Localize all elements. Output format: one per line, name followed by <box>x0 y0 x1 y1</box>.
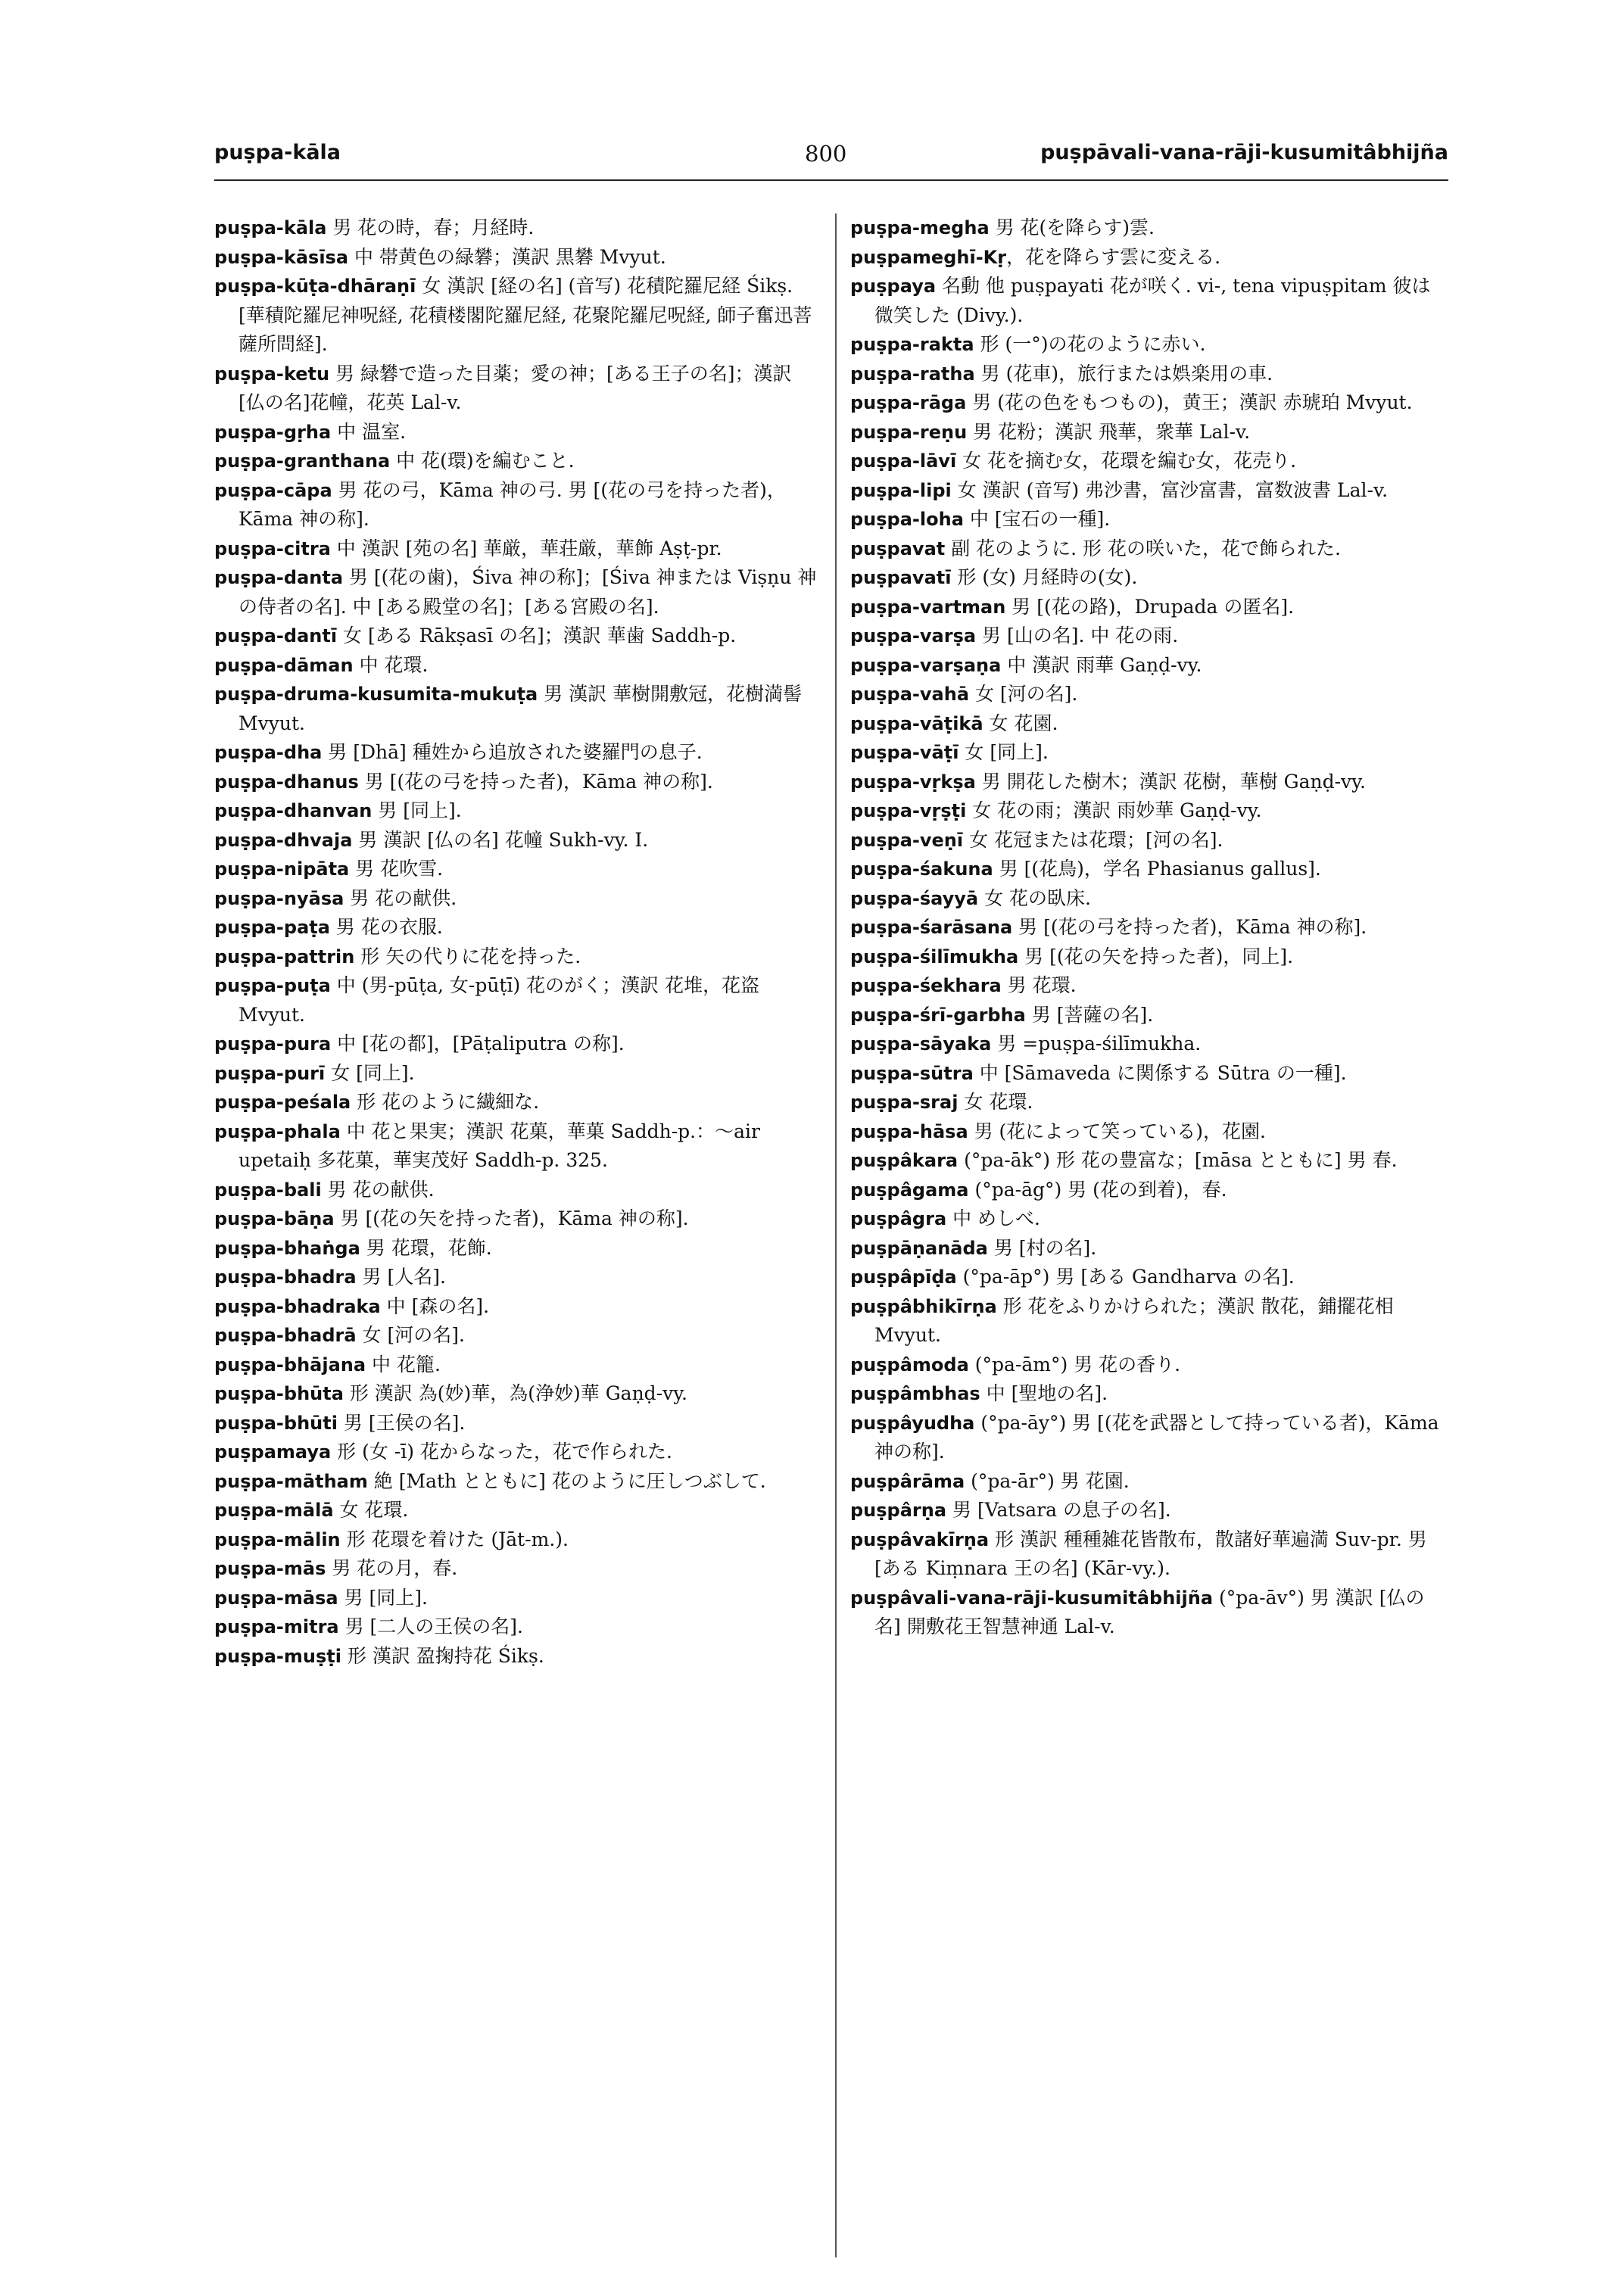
dictionary-entry <box>214 913 820 942</box>
entry-definition: 男 花環. <box>1001 974 1077 996</box>
entry-headword: puṣpa-sāyaka <box>850 1033 992 1055</box>
entry-headword: puṣpa-varṣaṇa <box>850 654 1002 676</box>
entry-definition: (°pa-āv°) 男 漢訳 [仏の名] 開敷花王智慧神通 Lal-v. <box>874 1586 1425 1637</box>
dictionary-entry <box>850 447 1448 476</box>
dictionary-entry <box>850 1351 1448 1380</box>
dictionary-entry <box>214 826 820 855</box>
entry-definition: 中 帯黄色の緑礬；漢訳 黒礬 Mvyut. <box>348 245 666 268</box>
dictionary-entry <box>214 563 820 622</box>
entry-definition: 男 緑礬で造った目薬；愛の神；[ある王子の名]；漢訳 [仏の名]花幢，花英 Lal-v. <box>238 362 792 413</box>
entry-definition: 女 [同上]. <box>959 741 1049 763</box>
dictionary-entry <box>850 884 1448 914</box>
entry-headword: puṣpa-lipi <box>850 479 952 501</box>
entry-headword: puṣpamaya <box>214 1441 332 1463</box>
entry-definition: 形 漢訳 種種雑花皆散布，散諸好華遍満 Suv-pr. 男 [ある Kiṃnara 王の名] (Kār-vy.). <box>874 1528 1427 1579</box>
entry-definition: 女 花の雨；漢訳 雨妙華 Gaṇḍ-vy. <box>966 799 1262 821</box>
entry-definition: 女 花園. <box>983 712 1058 734</box>
dictionary-entry <box>214 1612 820 1642</box>
entry-headword: puṣpāṇanāda <box>850 1237 988 1259</box>
entry-headword: puṣpa-bali <box>214 1179 322 1201</box>
entry-headword: puṣpa-sraj <box>850 1092 959 1113</box>
dictionary-entry <box>214 1234 820 1263</box>
entry-definition: 中 漢訳 [苑の名] 華厳，華荘厳，華飾 Aṣṭ-pr. <box>330 537 722 559</box>
entry-headword: puṣpameghī-Kṛ <box>850 246 1007 268</box>
entry-headword: puṣpa-dhvaja <box>214 829 353 851</box>
dictionary-entry <box>850 1263 1448 1292</box>
entry-headword: puṣpa-rāga <box>850 392 967 413</box>
entry-definition: 形 (女) 月経時の(女). <box>951 566 1138 588</box>
dictionary-entry <box>214 1088 820 1117</box>
entry-definition: 男 花粉；漢訳 飛華，衆華 Lal-v. <box>967 420 1251 443</box>
entry-definition: 男 [(花の路)，Drupada の匿名]. <box>1005 595 1295 618</box>
entry-definition: 中 花籠. <box>366 1353 441 1375</box>
header-rule <box>214 179 1448 181</box>
entry-definition: 中 花と果実；漢訳 花菓，華菓 Saddh-p.：～air upetaiḥ 多花菓，華実茂好 Saddh-p. 325. <box>238 1120 760 1171</box>
entry-definition: 男 花吹雪. <box>349 858 444 880</box>
entry-definition: 形 花をふりかけられた；漢訳 散花，鋪擺花相 Mvyut. <box>874 1294 1394 1346</box>
entry-definition: (°pa-āy°) 男 [(花を武器として持っている者)，Kāma 神の称]. <box>874 1411 1439 1463</box>
dictionary-entry <box>850 476 1448 506</box>
entry-definition: 女 [同上]. <box>325 1061 415 1084</box>
dictionary-entry <box>214 272 820 360</box>
entry-headword: puṣpa-veṇī <box>850 829 964 851</box>
entry-headword: puṣpa-danta <box>214 567 344 588</box>
right-column <box>850 213 1448 1642</box>
entry-definition: (°pa-āk°) 形 花の豊富な；[māsa とともに] 男 春. <box>958 1149 1398 1171</box>
dictionary-entry <box>214 360 820 418</box>
entry-headword: puṣpa-śekhara <box>850 975 1002 996</box>
entry-definition: 男 [村の名]. <box>987 1236 1097 1259</box>
dictionary-entry <box>850 738 1448 768</box>
entry-headword: puṣpa-purī <box>214 1062 326 1084</box>
dictionary-entry <box>850 330 1448 360</box>
header-right-guide-word: puṣpāvali-vana-rāji-kusumitâbhijña <box>1040 141 1448 164</box>
dictionary-entry <box>214 1204 820 1234</box>
entry-headword: puṣpâpīḍa <box>850 1266 957 1288</box>
entry-headword: puṣpa-kāla <box>214 217 327 238</box>
entry-definition: 中 めしべ. <box>946 1207 1040 1229</box>
dictionary-entry <box>850 1496 1448 1525</box>
entry-definition: 中 [聖地の名]. <box>980 1382 1108 1404</box>
entry-headword: puṣpa-kāsīsa <box>214 246 349 268</box>
entry-headword: puṣpâvakīrṇa <box>850 1528 990 1550</box>
entry-definition: 男 [菩薩の名]. <box>1025 1003 1154 1026</box>
entry-headword: puṣpa-bhadra <box>214 1266 357 1288</box>
entry-definition: 女 花を摘む女，花環を編む女，花売り. <box>956 450 1297 472</box>
entry-headword: puṣpa-vartman <box>850 596 1006 618</box>
dictionary-entry <box>850 243 1448 273</box>
dictionary-entry <box>850 651 1448 681</box>
dictionary-entry <box>850 855 1448 884</box>
dictionary-entry <box>850 593 1448 622</box>
entry-headword: puṣpa-śilīmukha <box>850 946 1019 967</box>
entry-headword: puṣpâgama <box>850 1179 969 1201</box>
entry-definition: 形 (一°)の花のように赤い. <box>974 333 1206 355</box>
dictionary-entry <box>214 1176 820 1205</box>
dictionary-entry <box>850 1176 1448 1205</box>
dictionary-entry <box>214 1584 820 1613</box>
entry-definition: 中 温室. <box>331 420 407 443</box>
entry-headword: puṣpa-śarāsana <box>850 917 1013 938</box>
entry-headword: puṣpa-śakuna <box>850 858 993 880</box>
entry-headword: puṣpâbhikīrṇa <box>850 1295 997 1317</box>
entry-definition: 男 花の衣服. <box>329 916 443 938</box>
entry-headword: puṣpa-bhājana <box>214 1354 366 1375</box>
entry-definition: 名動 他 puṣpayati 花が咲く. vi-, tena vipuṣpitam 彼は微笑した (Divy.). <box>874 275 1431 326</box>
entry-headword: puṣpârṇa <box>850 1500 947 1521</box>
entry-headword: puṣpa-megha <box>850 217 990 238</box>
entry-headword: puṣpâmoda <box>850 1354 969 1375</box>
entry-definition: 男 [(花の弓を持った者)，Kāma 神の称]. <box>358 770 713 793</box>
dictionary-entry <box>214 1263 820 1292</box>
entry-headword: puṣpa-druma-kusumita-mukuṭa <box>214 684 538 705</box>
entry-definition: 絶 [Math とともに] 花のように圧しつぶして. <box>367 1469 766 1492</box>
dictionary-entry <box>214 680 820 738</box>
dictionary-entry <box>850 826 1448 855</box>
page-number: 800 <box>805 141 847 167</box>
dictionary-entry <box>214 1409 820 1438</box>
entry-headword: puṣpavat <box>850 537 946 559</box>
entry-definition: 男 花の弓，Kāma 神の弓. 男 [(花の弓を持った者)，Kāma 神の称]. <box>238 478 786 530</box>
dictionary-entry <box>214 1030 820 1059</box>
column-divider <box>835 213 837 2257</box>
entry-headword: puṣpa-kūṭa-dhāraṇī <box>214 276 416 297</box>
entry-definition: 男 [(花鳥)，学名 Phasianus gallus]. <box>993 858 1321 880</box>
entry-definition: 男 [王侯の名]. <box>337 1411 466 1434</box>
left-column <box>214 213 820 1671</box>
dictionary-entry <box>850 1001 1448 1030</box>
entry-definition: 男 花の献供. <box>321 1178 435 1201</box>
entry-definition: 男 [(花の弓を持った者)，Kāma 神の称]. <box>1012 916 1367 938</box>
entry-headword: puṣpa-dhanus <box>214 771 359 793</box>
entry-headword: puṣpa-granthana <box>214 450 391 472</box>
dictionary-entry <box>214 1059 820 1089</box>
entry-headword: puṣpa-bāṇa <box>214 1208 335 1229</box>
entry-definition: 中 花環. <box>353 653 429 676</box>
entry-definition: ，花を降らす雲に変える. <box>1006 245 1221 268</box>
dictionary-entry <box>214 942 820 972</box>
entry-definition: 女 花環. <box>333 1499 409 1521</box>
entry-headword: puṣpa-citra <box>214 537 331 559</box>
dictionary-entry <box>850 388 1448 418</box>
entry-headword: puṣpa-dantī <box>214 625 338 646</box>
entry-definition: 副 花のように. 形 花の咲いた，花で飾られた. <box>945 537 1341 559</box>
entry-definition: 男 花の献供. <box>344 886 457 909</box>
dictionary-entry <box>214 243 820 273</box>
entry-headword: puṣpa-dha <box>214 742 323 763</box>
dictionary-entry <box>850 1059 1448 1089</box>
entry-definition: 男 開花した樹木；漢訳 花樹，華樹 Gaṇḍ-vy. <box>975 770 1366 793</box>
entry-definition: 女 花冠または花環；[河の名]. <box>963 828 1223 851</box>
dictionary-entry <box>214 1496 820 1525</box>
entry-headword: puṣpa-ketu <box>214 363 330 385</box>
entry-definition: 男 [同上]. <box>372 799 462 821</box>
dictionary-entry <box>850 1525 1448 1584</box>
entry-headword: puṣpa-lāvī <box>850 450 957 472</box>
dictionary-entry <box>850 418 1448 447</box>
entry-headword: puṣpa-vahā <box>850 684 970 705</box>
entry-definition: 形 矢の代りに花を持った. <box>354 945 581 967</box>
entry-headword: puṣpa-śayyā <box>850 887 979 909</box>
dictionary-entry <box>214 1525 820 1555</box>
entry-headword: puṣpa-nipāta <box>214 858 350 880</box>
entry-definition: 中 [森の名]. <box>380 1294 490 1317</box>
entry-headword: puṣpa-mitra <box>214 1616 339 1637</box>
dictionary-entry <box>214 1554 820 1584</box>
entry-definition: 形 漢訳 盈掬持花 Śikṣ. <box>341 1644 544 1667</box>
entry-headword: puṣpa-hāsa <box>850 1120 968 1142</box>
dictionary-entry <box>850 768 1448 797</box>
dictionary-entry <box>214 1117 820 1176</box>
entry-definition: (°pa-ār°) 男 花園. <box>965 1469 1130 1492</box>
dictionary-entry <box>214 476 820 534</box>
dictionary-entry <box>214 738 820 768</box>
entry-headword: puṣpa-mās <box>214 1558 326 1579</box>
dictionary-entry <box>214 1642 820 1671</box>
entry-headword: puṣpa-ratha <box>850 363 975 385</box>
dictionary-entry <box>850 680 1448 709</box>
dictionary-entry <box>850 796 1448 826</box>
entry-definition: 男 [(花の矢を持った者)，同上]. <box>1018 945 1294 967</box>
dictionary-entry <box>850 1292 1448 1351</box>
dictionary-entry <box>214 1292 820 1322</box>
dictionary-entry <box>850 1467 1448 1497</box>
entry-definition: 男 (花車)，旅行または娯楽用の車. <box>974 362 1273 385</box>
entry-headword: puṣpa-bhadrā <box>214 1325 357 1346</box>
dictionary-entry <box>214 971 820 1030</box>
entry-definition: 男 花の月，春. <box>326 1557 458 1579</box>
entry-headword: puṣpaya <box>850 276 937 297</box>
entry-definition: 中 [Sāmaveda に関係する Sūtra の一種]. <box>973 1061 1347 1084</box>
entry-definition: 女 漢訳 (音写) 弗沙書，富沙富書，富数波書 Lal-v. <box>951 478 1389 501</box>
entry-definition: 形 花環を着けた (Jāt-m.). <box>340 1528 569 1550</box>
entry-definition: 中 花(環)を編むこと. <box>390 450 575 472</box>
entry-headword: puṣpa-bhūta <box>214 1383 344 1404</box>
entry-headword: puṣpa-paṭa <box>214 917 330 938</box>
dictionary-entry <box>214 884 820 914</box>
entry-headword: puṣpâvali-vana-rāji-kusumitâbhijña <box>850 1587 1214 1609</box>
entry-headword: puṣpa-vṛkṣa <box>850 771 976 793</box>
dictionary-entry <box>850 1379 1448 1409</box>
entry-headword: puṣpa-bhadraka <box>214 1295 381 1317</box>
entry-headword: puṣpa-dhanvan <box>214 800 372 821</box>
dictionary-entry <box>850 709 1448 739</box>
entry-definition: (°pa-ām°) 男 花の香り. <box>968 1353 1181 1375</box>
entry-definition: 男 [Dhā] 種姓から追放された婆羅門の息子. <box>322 741 703 763</box>
dictionary-entry <box>850 1088 1448 1117</box>
entry-headword: puṣpa-mālā <box>214 1500 334 1521</box>
entry-definition: (°pa-āp°) 男 [ある Gandharva の名]. <box>956 1266 1295 1288</box>
entry-headword: puṣpa-varṣa <box>850 625 977 646</box>
entry-definition: 男 [(花の矢を持った者)，Kāma 神の称]. <box>334 1207 689 1229</box>
dictionary-entry <box>850 971 1448 1001</box>
entry-headword: puṣpa-vāṭikā <box>850 712 983 734</box>
entry-definition: 形 漢訳 為(妙)華，為(浄妙)華 Gaṇḍ-vy. <box>343 1382 688 1404</box>
entry-headword: puṣpa-rakta <box>850 334 974 355</box>
entry-headword: puṣpa-mātham <box>214 1470 368 1492</box>
entry-definition: 男 [二人の王侯の名]. <box>338 1615 523 1637</box>
dictionary-entry <box>214 534 820 564</box>
dictionary-entry <box>850 942 1448 972</box>
entry-definition: 女 花環. <box>958 1091 1033 1113</box>
entry-definition: 中 [花の都]，[Pāṭaliputra の称]. <box>331 1033 625 1055</box>
entry-headword: puṣpa-nyāsa <box>214 887 344 909</box>
entry-headword: puṣpa-loha <box>850 509 964 530</box>
entry-definition: 男 [(花の歯)，Śiva 神の称]；[Śiva 神または Viṣṇu 神の侍者の名]. 中 [ある殿堂の名]；[ある宮殿の名]. <box>238 566 817 618</box>
dictionary-entry <box>214 447 820 476</box>
entry-headword: puṣpa-phala <box>214 1120 341 1142</box>
dictionary-entry <box>214 1351 820 1380</box>
dictionary-entry <box>850 1584 1448 1642</box>
dictionary-entry <box>214 1321 820 1351</box>
entry-definition: 男 花環，花飾. <box>360 1236 492 1259</box>
dictionary-entry <box>214 1379 820 1409</box>
entry-definition: 男 花の時，春；月経時. <box>326 217 535 238</box>
entry-headword: puṣpa-śrī-garbha <box>850 1004 1026 1026</box>
entry-definition: 中 [宝石の一種]. <box>963 508 1111 530</box>
dictionary-entry <box>850 1234 1448 1263</box>
dictionary-entry <box>850 360 1448 389</box>
entry-headword: puṣpa-vṛṣṭi <box>850 800 967 821</box>
entry-definition: 女 [河の名]. <box>969 683 1078 705</box>
dictionary-entry <box>850 213 1448 243</box>
entry-definition: 中 (男-pūṭa, 女-pūṭī) 花のがく；漢訳 花堆，花盗 Mvyut. <box>238 974 760 1026</box>
entry-headword: puṣpa-pattrin <box>214 946 355 967</box>
dictionary-entry <box>214 213 820 243</box>
entry-headword: puṣpa-reṇu <box>850 421 968 443</box>
dictionary-entry <box>850 913 1448 942</box>
entry-definition: 男 花(を降らす)雲. <box>989 217 1155 238</box>
entry-definition: 男 [人名]. <box>356 1266 446 1288</box>
entry-definition: 女 漢訳 [経の名] (音写) 花積陀羅尼経 Śikṣ. [華積陀羅尼神呪経, 花積楼閣陀羅尼経, 花聚陀羅尼呪経, 師子奮迅菩薩所問経]. <box>238 275 812 355</box>
dictionary-entry <box>850 1030 1448 1059</box>
page-header <box>214 141 1448 179</box>
entry-headword: puṣpa-puṭa <box>214 975 331 996</box>
entry-headword: puṣpâkara <box>850 1150 959 1171</box>
dictionary-entry <box>214 1467 820 1497</box>
entry-definition: 男 漢訳 華樹開敷冠，花樹満髻 Mvyut. <box>238 683 803 734</box>
dictionary-entry <box>850 1146 1448 1176</box>
dictionary-entry <box>214 855 820 884</box>
entry-headword: puṣpa-sūtra <box>850 1062 974 1084</box>
entry-headword: puṣpa-bhaṅga <box>214 1237 360 1259</box>
dictionary-entry <box>850 1117 1448 1147</box>
dictionary-entry <box>214 768 820 797</box>
dictionary-entry <box>850 272 1448 330</box>
dictionary-entry <box>850 622 1448 651</box>
entry-definition: 女 [ある Rākṣasī の名]；漢訳 華歯 Saddh-p. <box>337 625 737 646</box>
dictionary-entry <box>850 1204 1448 1234</box>
dictionary-entry <box>214 651 820 681</box>
dictionary-entry <box>850 534 1448 564</box>
entry-definition: 女 [河の名]. <box>356 1324 465 1346</box>
entry-headword: puṣpa-dāman <box>214 654 354 676</box>
entry-definition: 男 (花の色をもつもの)，黄王；漢訳 赤琥珀 Mvyut. <box>966 391 1413 413</box>
entry-definition: (°pa-āg°) 男 (花の到着)，春. <box>968 1178 1227 1201</box>
entry-headword: puṣpa-pura <box>214 1033 332 1055</box>
entry-headword: puṣpa-bhūti <box>214 1412 338 1434</box>
entry-headword: puṣpa-māsa <box>214 1587 338 1609</box>
entry-headword: puṣpa-muṣṭi <box>214 1645 341 1667</box>
header-left-guide-word: puṣpa-kāla <box>214 141 341 164</box>
entry-definition: 形 (女 -ī) 花からなった，花で作られた. <box>331 1441 672 1463</box>
entry-headword: puṣpa-cāpa <box>214 479 332 501</box>
entry-headword: puṣpa-gṛha <box>214 421 332 443</box>
entry-headword: puṣpâyudha <box>850 1412 975 1434</box>
dictionary-entry <box>850 563 1448 593</box>
dictionary-entry <box>214 1438 820 1467</box>
entry-headword: puṣpâgra <box>850 1208 947 1229</box>
entry-headword: puṣpa-peśala <box>214 1092 351 1113</box>
entry-definition: 男 [同上]. <box>338 1586 428 1609</box>
entry-definition: 中 漢訳 雨華 Gaṇḍ-vy. <box>1001 653 1202 676</box>
entry-definition: 男 漢訳 [仏の名] 花幢 Sukh-vy. I. <box>352 828 649 851</box>
dictionary-entry <box>850 505 1448 534</box>
entry-headword: puṣpa-mālin <box>214 1528 341 1550</box>
entry-headword: puṣpa-vāṭī <box>850 742 959 763</box>
entry-definition: 男 [Vatsara の息子の名]. <box>946 1499 1171 1521</box>
entry-definition: 形 花のように繊細な. <box>351 1091 540 1113</box>
entry-definition: 男 =puṣpa-śilīmukha. <box>991 1033 1202 1055</box>
entry-headword: puṣpâmbhas <box>850 1383 980 1404</box>
entry-definition: 男 [山の名]. 中 花の雨. <box>976 625 1179 646</box>
dictionary-entry <box>214 796 820 826</box>
entry-definition: 男 (花によって笑っている)，花園. <box>968 1120 1267 1142</box>
entry-headword: puṣpârāma <box>850 1470 965 1492</box>
dictionary-entry <box>214 418 820 447</box>
dictionary-entry <box>214 622 820 651</box>
dictionary-entry <box>850 1409 1448 1467</box>
entry-definition: 女 花の臥床. <box>978 886 1091 909</box>
entry-headword: puṣpavatī <box>850 567 952 588</box>
